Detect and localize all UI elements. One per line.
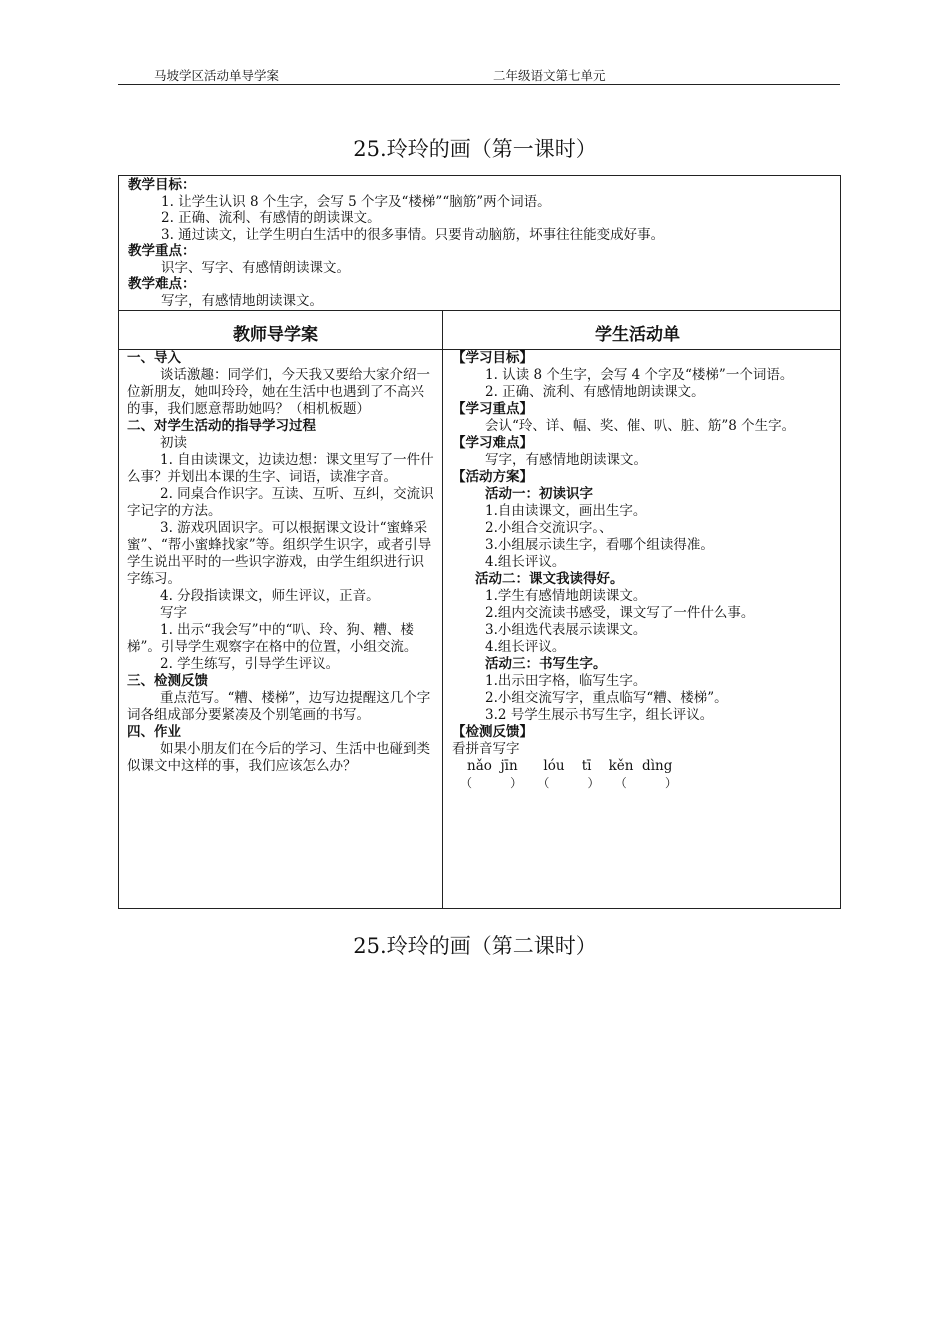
intro-paragraph: 谈话激趣：同学们，今天我又要给大家介绍一位新朋友，她叫玲玲，她在生活中也遇到了不高兴的事，我们愿意帮助她吗？（相机板题） <box>127 367 430 417</box>
teacher-guide-column <box>127 350 435 775</box>
learning-key-heading: 【学习重点】 <box>452 401 533 417</box>
check-feedback-heading: 【检测反馈】 <box>452 724 533 740</box>
student-column-header: 学生活动单 <box>595 325 680 345</box>
homework-paragraph: 如果小朋友们在今后的学习、生活中也碰到类似课文中这样的事，我们应该怎么办？ <box>127 741 430 774</box>
first-reading-label: 初读 <box>160 435 187 451</box>
writing-step-2: 2. 学生练写，引导学生评议。 <box>160 656 340 672</box>
section-intro: 一、导入 <box>127 350 181 366</box>
activity-2-step-3: 3.小组选代表展示读课文。 <box>485 622 647 638</box>
activity-2-step-1: 1.学生有感情地朗读课文。 <box>485 588 647 604</box>
teacher-column-header: 教师导学案 <box>233 325 318 345</box>
objective-2: 2. 正确、流利、有感情的朗读课文。 <box>161 210 381 226</box>
section-homework: 四、作业 <box>127 724 181 740</box>
answer-blanks: （ ） （ ） （ ） <box>460 776 677 790</box>
difficulty-label: 教学难点： <box>128 276 196 292</box>
header-left: 马坡学区活动单导学案 <box>154 68 280 83</box>
feedback-paragraph: 重点范写。“糟、楼梯”，边写边提醒这几个字词各组成部分要紧凑及个别笔画的书写。 <box>127 690 431 723</box>
activity-1-title: 活动一：初读识字 <box>485 486 593 502</box>
learning-goal-2: 2. 正确、流利、有感情地朗读课文。 <box>485 384 705 400</box>
objective-label: 教学目标： <box>128 177 196 193</box>
reading-step-1: 1. 自由读课文，边读边想：课文里写了一件什么事？并划出本课的生字、词语，读准字音。 <box>127 452 434 485</box>
activity-1-step-2: 2.小组合交流识字。、 <box>485 520 613 536</box>
learning-goals-heading: 【学习目标】 <box>452 350 533 366</box>
header-right: 二年级语文第七单元 <box>493 68 606 83</box>
column-divider <box>442 310 443 909</box>
learning-goal-1: 1. 认读 8 个生字，会写 4 个字及“楼梯”一个词语。 <box>485 367 794 383</box>
activity-1-step-4: 4.组长评议。 <box>485 554 566 570</box>
objective-1: 1. 让学生认识 8 个生字，会写 5 个字及“楼梯”“脑筋”两个词语。 <box>161 193 551 210</box>
reading-step-4: 4. 分段指读课文，师生评议，正音。 <box>160 588 380 604</box>
key-label: 教学重点： <box>128 243 196 259</box>
activity-3-step-3: 3.2 号学生展示书写生字，组长评议。 <box>485 707 714 723</box>
writing-step-1: 1. 出示“我会写”中的“叭、玲、狗、糟、楼梯”。引导学生观察字在格中的位置，小组交流。 <box>127 622 418 655</box>
activity-1-step-3: 3.小组展示读生字，看哪个组读得准。 <box>485 537 714 553</box>
key-text: 识字、写字、有感情朗读课文。 <box>161 259 350 276</box>
section-guidance: 二、对学生活动的指导学习过程 <box>127 418 316 434</box>
reading-step-2: 2. 同桌合作识字。互读、互听、互纠，交流识字记字的方法。 <box>127 486 434 519</box>
activity-plan-heading: 【活动方案】 <box>452 469 533 485</box>
activity-3-title: 活动三：书写生字。 <box>485 656 607 672</box>
teaching-goals <box>118 175 841 311</box>
page-header <box>118 64 840 85</box>
activity-2-title: 活动二：课文我读得好。 <box>475 571 624 587</box>
section-feedback: 三、检测反馈 <box>127 673 208 689</box>
lesson-title-2: 25.玲玲的画（第二课时） <box>353 934 597 958</box>
learning-difficulty-text: 写字，有感情地朗读课文。 <box>485 452 647 468</box>
activity-2-step-4: 4.组长评议。 <box>485 639 566 655</box>
student-activity-column <box>452 350 836 792</box>
pinyin-prompts: nǎo jīn lóu tī kěn dìng <box>467 758 673 774</box>
writing-label: 写字 <box>160 605 187 621</box>
column-headers <box>118 310 841 350</box>
lesson-title-1: 25.玲玲的画（第一课时） <box>353 137 597 161</box>
activity-1-step-1: 1.自由读课文，画出生字。 <box>485 503 647 519</box>
difficulty-text: 写字，有感情地朗读课文。 <box>161 292 323 309</box>
pinyin-task-label: 看拼音写字 <box>452 741 520 757</box>
learning-difficulty-heading: 【学习难点】 <box>452 435 533 451</box>
learning-key-text: 会认“玲、详、幅、奖、催、叭、脏、筋”8 个生字。 <box>485 418 796 434</box>
activity-2-step-2: 2.组内交流读书感受，课文写了一件什么事。 <box>485 605 755 621</box>
objective-3: 3. 通过读文，让学生明白生活中的很多事情。只要肯动脑筋，坏事往往能变成好事。 <box>161 226 665 243</box>
reading-step-3: 3. 游戏巩固识字。可以根据课文设计“蜜蜂采蜜”、“帮小蜜蜂找家”等。组织学生识字，或者引导学生说出平时的一些识字游戏，由学生组织进行识字练习。 <box>127 520 432 587</box>
activity-3-step-1: 1.出示田字格，临写生字。 <box>485 673 647 689</box>
activity-3-step-2: 2.小组交流写字，重点临写“糟、楼梯”。 <box>485 690 728 706</box>
